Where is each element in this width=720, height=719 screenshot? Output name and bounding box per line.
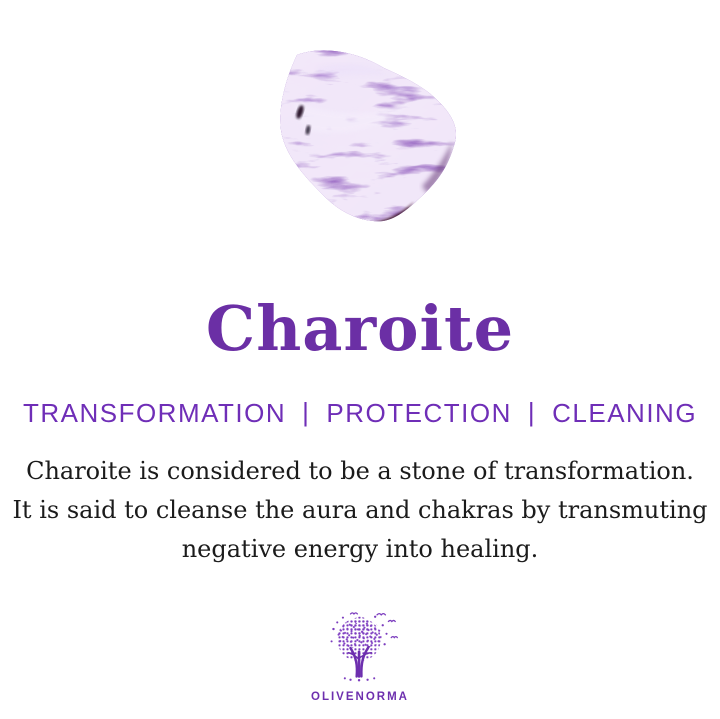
pipe-separator: | bbox=[302, 397, 311, 427]
brand-logo bbox=[0, 612, 720, 703]
keyword-strip bbox=[0, 398, 720, 429]
charoite-gemstone-image bbox=[262, 46, 460, 230]
charoite-gemstone-photo bbox=[262, 46, 460, 230]
brand-name: OLIVENORMA bbox=[311, 691, 409, 703]
pipe-separator: | bbox=[527, 397, 537, 427]
tree-with-birds-icon bbox=[321, 612, 399, 684]
keyword-protection: PROTECTION bbox=[326, 398, 512, 428]
description-line: negative energy into healing. bbox=[181, 535, 539, 563]
keyword-cleaning: CLEANING bbox=[552, 398, 698, 428]
description-line: It is said to cleanse the aura and chakras by transmuting bbox=[12, 496, 708, 524]
keyword-transformation: TRANSFORMATION bbox=[22, 398, 287, 428]
stone-description bbox=[0, 452, 720, 569]
page-title: Charoite bbox=[205, 292, 515, 365]
description-line: Charoite is considered to be a stone of transformation. bbox=[26, 457, 694, 485]
